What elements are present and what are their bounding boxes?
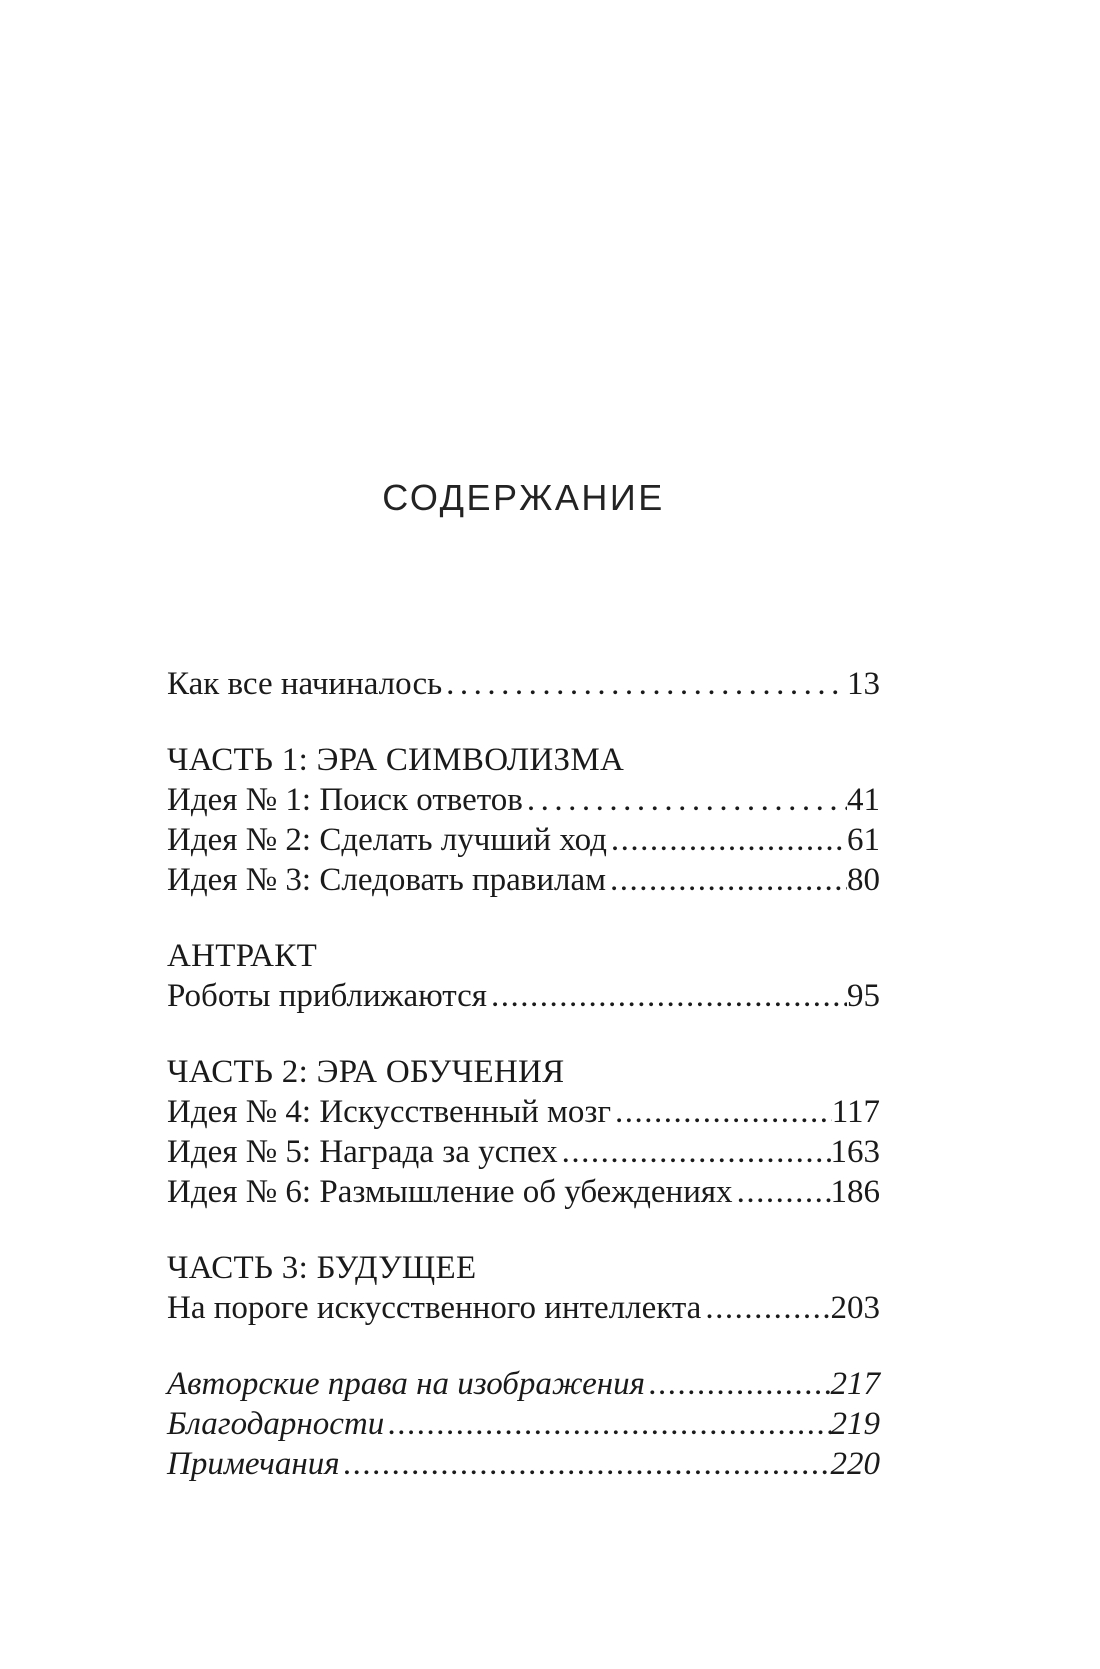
toc-group	[167, 1248, 880, 1328]
dot-leader	[611, 820, 847, 860]
toc-page-number: 41	[847, 782, 880, 818]
toc-entry-label: Идея № 3: Следовать правилам	[167, 862, 607, 898]
dot-leader	[649, 1364, 831, 1404]
toc-entry	[167, 1172, 880, 1212]
toc-group	[167, 664, 880, 704]
toc-entry	[167, 1444, 880, 1484]
toc-entry-label: Идея № 4: Искусственный мозг	[167, 1094, 612, 1130]
toc-page-number: 13	[847, 666, 880, 702]
toc-page-number: 117	[831, 1094, 880, 1130]
toc-section-heading	[167, 1052, 880, 1092]
toc-heading-label: ЧАСТЬ 2: ЭРА ОБУЧЕНИЯ	[167, 1054, 565, 1090]
toc-entry-label: Роботы приближаются	[167, 978, 487, 1014]
toc-heading-label: ЧАСТЬ 1: ЭРА СИМВОЛИЗМА	[167, 742, 625, 778]
toc-page-number: 186	[830, 1174, 880, 1210]
table-of-contents	[167, 664, 880, 1484]
toc-entry-label: Как все начиналось	[167, 666, 443, 702]
toc-entry	[167, 820, 880, 860]
toc-entry	[167, 1404, 880, 1444]
toc-entry	[167, 1132, 880, 1172]
toc-group	[167, 936, 880, 1016]
toc-entry-label: Примечания	[167, 1446, 340, 1482]
dot-leader	[344, 1444, 831, 1484]
toc-entry	[167, 976, 880, 1016]
toc-entry-label: Авторские права на изображения	[167, 1366, 645, 1402]
toc-entry	[167, 664, 880, 704]
dot-leader	[610, 860, 847, 900]
toc-page-number: 219	[830, 1406, 880, 1442]
toc-page-number: 220	[830, 1446, 880, 1482]
toc-page-number: 217	[830, 1366, 880, 1402]
toc-section-heading	[167, 936, 880, 976]
toc-page-number: 203	[830, 1290, 880, 1326]
page-title: СОДЕРЖАНИЕ	[382, 477, 665, 518]
toc-entry-label: Идея № 2: Сделать лучший ход	[167, 822, 607, 858]
toc-heading-label: ЧАСТЬ 3: БУДУЩЕЕ	[167, 1250, 477, 1286]
dot-leader	[615, 1092, 832, 1132]
toc-entry	[167, 1364, 880, 1404]
toc-page-number: 61	[847, 822, 880, 858]
toc-heading-label: АНТРАКТ	[167, 938, 318, 974]
dot-leader	[446, 664, 847, 704]
toc-section-heading	[167, 1248, 880, 1288]
toc-page-number: 80	[847, 862, 880, 898]
toc-entry	[167, 1092, 880, 1132]
toc-entry-label: Благодарности	[167, 1406, 385, 1442]
toc-section-heading	[167, 740, 880, 780]
dot-leader	[527, 780, 847, 820]
toc-group	[167, 740, 880, 900]
dot-leader	[388, 1404, 830, 1444]
dot-leader	[491, 976, 847, 1016]
dot-leader	[705, 1288, 830, 1328]
toc-group	[167, 1052, 880, 1212]
toc-entry	[167, 1288, 880, 1328]
toc-entry	[167, 780, 880, 820]
dot-leader	[737, 1172, 831, 1212]
toc-entry	[167, 860, 880, 900]
toc-page-number: 95	[847, 978, 880, 1014]
toc-group-backmatter	[167, 1364, 880, 1484]
toc-entry-label: Идея № 6: Размышление об убеждениях	[167, 1174, 733, 1210]
toc-entry-label: Идея № 5: Награда за успех	[167, 1134, 558, 1170]
toc-entry-label: Идея № 1: Поиск ответов	[167, 782, 523, 818]
toc-page-number: 163	[830, 1134, 880, 1170]
dot-leader	[562, 1132, 831, 1172]
toc-entry-label: На пороге искусственного интеллекта	[167, 1290, 702, 1326]
